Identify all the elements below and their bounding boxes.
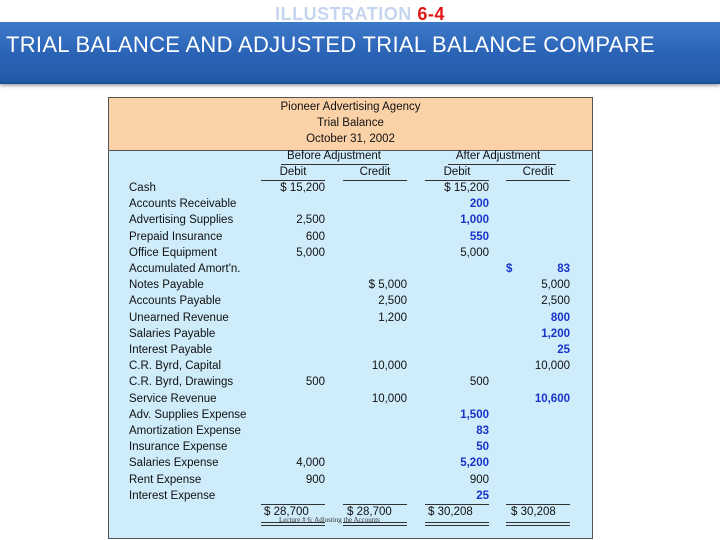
total-after-debit: $ 30,208 xyxy=(428,506,473,518)
account-name: Salaries Expense xyxy=(129,457,219,470)
account-name: Insurance Expense xyxy=(129,441,228,454)
after-heading-rule xyxy=(448,164,556,165)
after-debit-cell: 200 xyxy=(469,198,489,211)
before-debit-double-rule-2 xyxy=(261,525,325,526)
account-name: Prepaid Insurance xyxy=(129,230,223,243)
account-name: Interest Expense xyxy=(129,489,216,502)
after-debit-cell: 5,200 xyxy=(460,457,489,470)
account-name: Unearned Revenue xyxy=(129,311,229,324)
after-debit-cell: 500 xyxy=(469,376,489,389)
before-debit-cell: 500 xyxy=(305,376,325,389)
after-debit-total-rule xyxy=(425,504,489,505)
total-before-debit: $ 28,700 xyxy=(264,506,309,518)
before-credit-cell: 2,500 xyxy=(378,295,407,308)
before-credit-double-rule-2 xyxy=(343,525,407,526)
account-name: Notes Payable xyxy=(129,279,204,292)
after-credit-heading: Credit xyxy=(522,166,554,178)
before-heading-rule xyxy=(281,164,389,165)
trial-balance-figure xyxy=(108,97,593,539)
account-name: Interest Payable xyxy=(129,344,213,356)
after-debit-cell: 50 xyxy=(476,441,489,454)
illustration-prefix: ILLUSTRATION xyxy=(275,4,412,24)
after-debit-double-rule-2 xyxy=(425,525,489,526)
account-name: Service Revenue xyxy=(129,392,217,405)
before-debit-cell: 5,000 xyxy=(296,246,325,259)
after-debit-cell: 1,000 xyxy=(460,214,489,227)
after-debit-double-rule-1 xyxy=(425,522,489,523)
account-name: Office Equipment xyxy=(129,246,218,259)
total-before-credit: $ 28,700 xyxy=(347,506,392,518)
account-name: C.R. Byrd, Drawings xyxy=(129,376,234,389)
dollar-sign: $ xyxy=(506,263,513,275)
total-after-credit: $ 30,208 xyxy=(511,506,556,518)
statement-date: October 31, 2002 xyxy=(306,133,395,145)
account-name: Accumulated Amort'n. xyxy=(129,263,241,275)
after-debit-cell: 1,500 xyxy=(460,408,489,421)
before-debit-cell: 900 xyxy=(305,473,325,486)
after-credit-cell: 10,600 xyxy=(534,392,570,405)
before-credit-cell: $ 5,000 xyxy=(368,279,407,292)
before-credit-heading: Credit xyxy=(359,166,391,178)
before-debit-heading: Debit xyxy=(279,166,307,178)
after-debit-cell: 25 xyxy=(476,489,489,502)
account-name: Cash xyxy=(129,182,156,194)
account-name: Amortization Expense xyxy=(129,425,241,437)
account-name: Adv. Supplies Expense xyxy=(129,408,247,421)
after-debit-cell: 5,000 xyxy=(460,246,489,259)
slide-title: TRIAL BALANCE AND ADJUSTED TRIAL BALANCE COMPARE xyxy=(6,32,655,57)
after-debit-cell: $ 15,200 xyxy=(444,182,489,194)
company-name: Pioneer Advertising Agency xyxy=(280,101,421,113)
after-debit-heading: Debit xyxy=(443,166,471,178)
after-credit-rule xyxy=(506,180,570,181)
before-credit-cell: 10,000 xyxy=(371,360,407,373)
after-adjustment-heading: After Adjustment xyxy=(455,150,541,162)
account-name: Rent Expense xyxy=(129,473,202,486)
after-credit-cell: 25 xyxy=(557,344,570,356)
after-credit-cell xyxy=(506,263,570,275)
amount-value: 83 xyxy=(557,263,570,275)
account-name: C.R. Byrd, Capital xyxy=(129,360,222,373)
account-name: Accounts Payable xyxy=(129,295,222,308)
after-debit-rule xyxy=(425,180,489,181)
account-name: Advertising Supplies xyxy=(129,214,234,227)
before-debit-cell: $ 15,200 xyxy=(280,182,325,194)
account-name: Accounts Receivable xyxy=(129,198,237,211)
after-debit-cell: 83 xyxy=(476,425,489,437)
before-credit-cell: 1,200 xyxy=(378,311,407,324)
before-debit-rule xyxy=(261,180,325,181)
before-debit-total-rule xyxy=(261,504,325,505)
after-credit-double-rule-2 xyxy=(506,525,570,526)
after-debit-cell: 900 xyxy=(469,473,489,486)
account-name: Salaries Payable xyxy=(129,327,216,340)
after-credit-cell: 5,000 xyxy=(541,279,570,292)
after-credit-cell: 2,500 xyxy=(541,295,570,308)
after-credit-cell: 800 xyxy=(550,311,570,324)
after-credit-total-rule xyxy=(506,504,570,505)
before-credit-cell: 10,000 xyxy=(371,392,407,405)
before-debit-cell: 4,000 xyxy=(296,457,325,470)
before-debit-cell: 2,500 xyxy=(296,214,325,227)
lecture-caption: Lecture # 6: Adjusting the Accounts xyxy=(279,516,380,524)
before-credit-total-rule xyxy=(343,504,407,505)
illustration-label xyxy=(0,4,720,25)
before-adjustment-heading: Before Adjustment xyxy=(287,150,381,162)
statement-name: Trial Balance xyxy=(317,117,384,129)
after-credit-cell: 10,000 xyxy=(534,360,570,373)
before-credit-rule xyxy=(343,180,407,181)
statement-header xyxy=(109,98,592,151)
after-debit-cell: 550 xyxy=(469,230,489,243)
illustration-number: 6-4 xyxy=(417,4,445,24)
before-debit-cell: 600 xyxy=(305,230,325,243)
after-credit-double-rule-1 xyxy=(506,522,570,523)
after-credit-cell: 1,200 xyxy=(541,327,570,340)
